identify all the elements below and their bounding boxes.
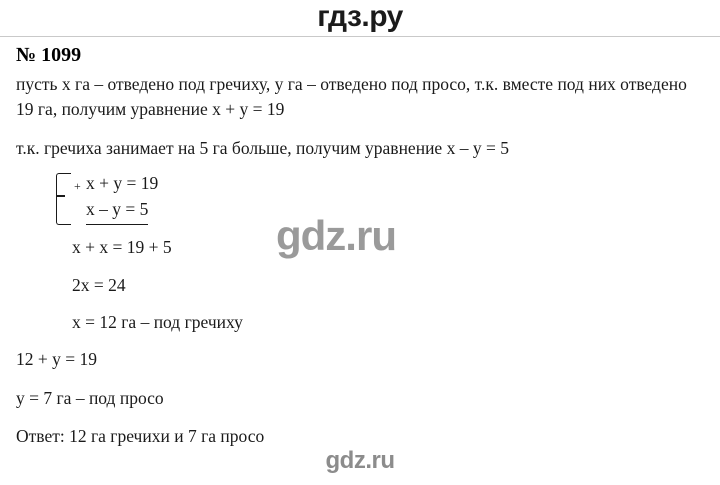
- solution-paragraph-1: пусть х га – отведено под гречиху, у га – отведено под просо, т.к. вместе под них отведено 19 га, получим уравнение х + у = 19: [16, 74, 687, 120]
- system-brace: [56, 173, 71, 225]
- system-brace-notch: [56, 195, 65, 197]
- center-watermark: gdz.ru: [276, 212, 396, 259]
- solution-body: [16, 72, 708, 462]
- system-operator: +: [74, 179, 81, 194]
- solution-answer: Ответ: 12 га гречихи и 7 га просо: [16, 426, 265, 446]
- system-equation-1: х + у = 19: [86, 173, 159, 194]
- task-number: № 1099: [16, 44, 82, 66]
- system-equation-row-1: [74, 171, 316, 197]
- site-logo-bottom: gdz.ru: [325, 447, 395, 474]
- solution-step-4: 12 + у = 19: [16, 349, 97, 370]
- solution-step-3: х = 12 га – под гречиху: [72, 311, 243, 332]
- system-equation-2: х – у = 5: [86, 197, 148, 224]
- site-logo-top: гдз.ру: [317, 0, 403, 33]
- header-divider: [0, 36, 720, 37]
- solution-step-1: х + х = 19 + 5: [72, 237, 172, 258]
- solution-step-5: у = 7 га – под просо: [16, 387, 164, 408]
- solution-step-2: 2х = 24: [72, 274, 126, 295]
- solution-paragraph-2: т.к. гречиха занимает на 5 га больше, получим уравнение х – у = 5: [16, 137, 509, 158]
